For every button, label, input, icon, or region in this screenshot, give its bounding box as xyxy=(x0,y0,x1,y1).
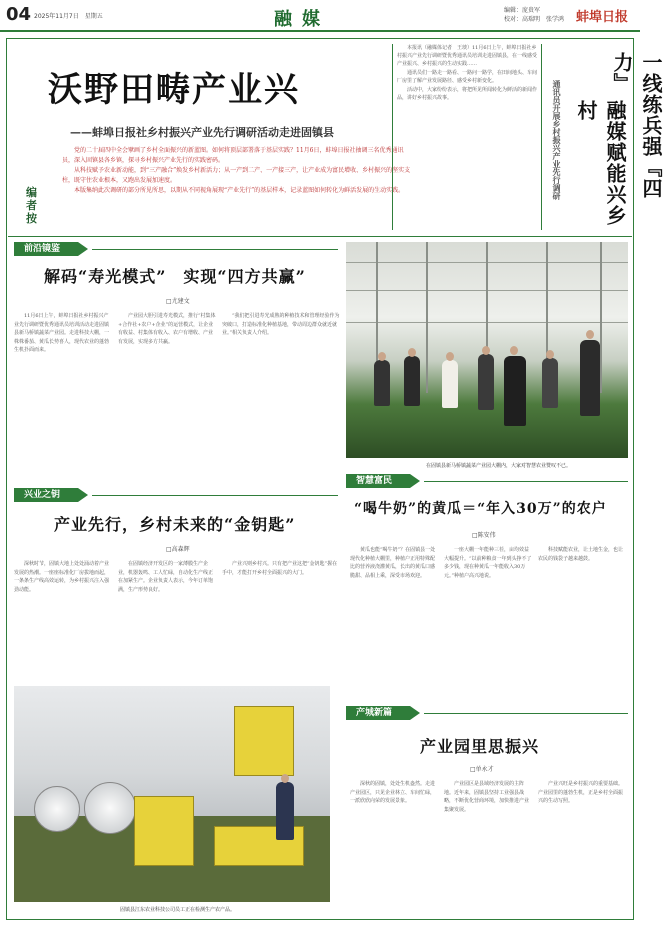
section-name: 融媒 xyxy=(274,9,330,30)
article-tag: 智慧富民 xyxy=(346,474,410,488)
article-tag: 兴业之钥 xyxy=(14,488,78,502)
feature-paragraph: 通讯员们一路走一路看、一路问一路学，在田间地头、车间厂房里了解产业发展路径、感受乡村新变化。 xyxy=(397,70,538,84)
page-subhead: ——蚌埠日报社乡村振兴产业先行调研活动走进固镇县 xyxy=(70,126,334,139)
feature-vertical-title xyxy=(552,44,663,230)
article-byline: □陈安伟 xyxy=(472,532,496,539)
article-paragraph: 科技赋能农业，让土地生金，也让农民的钱袋子越来越鼓。 xyxy=(538,547,624,562)
newspaper-logo: 蚌埠日报 xyxy=(576,10,629,25)
article-paragraph: “我们把引进寿光成熟的种植技术和管理经验作为突破口，打造标准化种植基地，带动周边群众就近就业。”相关负责人介绍。 xyxy=(222,313,340,336)
photo-caption: 固镇县江东农业科技公司员工正在检测生产农产品。 xyxy=(120,907,236,913)
article-title: 解码“寿光模式” 实现“四方共赢” xyxy=(44,267,306,286)
article-column xyxy=(538,780,626,912)
article-title: 产业园里思振兴 xyxy=(420,737,540,756)
editor-credits xyxy=(504,6,564,24)
article-byline: □高森辉 xyxy=(166,546,190,553)
editor-line: 编辑：庞贵军 xyxy=(504,7,541,14)
article-column xyxy=(538,546,626,694)
article-column xyxy=(222,560,340,680)
article-byline: □尤建文 xyxy=(166,298,190,305)
editor-note xyxy=(62,146,412,196)
tag-rule xyxy=(92,249,338,250)
article-paragraph: 黄瓜也能“喝牛奶”？在固镇县一处现代化种植大棚里，种植户正用特殊配比的营养液浇灌黄瓜，长出的黄瓜口感脆甜、品相上乘，深受市场欢迎。 xyxy=(350,547,436,579)
article-title: “喝牛奶”的黄瓜＝“年入30万”的农户 xyxy=(354,501,607,517)
greenhouse-photo xyxy=(346,242,628,458)
article-paragraph: 产业兴旺是乡村振兴的重要基础。产业园里的蓬勃生机，正是乡村全面振兴的生动写照。 xyxy=(538,781,624,804)
article-column xyxy=(350,780,438,912)
article-paragraph: 产业园区是县域经济发展的主阵地。近年来，固镇县坚持工业强县战略，不断优化营商环境，加快推进产业集聚发展。 xyxy=(444,781,530,813)
page-headline: 沃野田畴产业兴 xyxy=(48,70,300,110)
article-paragraph: 11月6日上午，蚌埠日报社乡村振兴产业先行调研暨优秀通讯员培训活动走进固镇县新马桥镇蔬菜产业园。走进科技大棚，一株株番茄、黄瓜长势喜人，现代农业的蓬勃生机扑面而来。 xyxy=(14,313,110,353)
article-column xyxy=(14,312,112,470)
editor-note-paragraph: 从科技赋予农业新动能，到“三产融合”焕发乡村新活力；从一产到二产、一产接三产，让产业成为富民增收、乡村振兴的坚实支柱，既守住农业根本，又跑出发展加速度。 xyxy=(62,167,411,184)
article-paragraph: 深秋时节，固镇大地上处处涌动着产业发展的热潮。一座座标准化厂房拔地而起，一条条生产线高效运转，为乡村振兴注入强劲动能。 xyxy=(14,561,110,593)
feature-subtitle: 通讯员开展乡村振兴产业先行调研 xyxy=(552,80,562,200)
article-paragraph: 深秋的固镇，处处生机盎然。走进产业园区，只见企业林立、车间忙碌，一派欣欣向荣的发展景象。 xyxy=(350,781,436,804)
feature-title-line: 一线练兵强『四力』 xyxy=(610,52,663,199)
article-column xyxy=(14,560,112,680)
article-paragraph: 产业园大胆引进寿光模式，推行“村集体+合作社+农户+企业”的运营模式，让企业有收益、村集体有收入、农户有增收、产业有发展，实现多方共赢。 xyxy=(118,313,216,345)
article-paragraph: 产业兴则乡村兴。只有把产业这把“金钥匙”握在手中，才能打开乡村全面振兴的大门。 xyxy=(222,561,338,576)
article-byline: □单永才 xyxy=(470,766,494,773)
article-title: 产业先行，乡村未来的“金钥匙” xyxy=(54,515,296,534)
photo-caption: 在固镇县新马桥镇蔬菜产业园大棚内，大家对智慧农业赞叹不已。 xyxy=(426,463,572,469)
tag-rule xyxy=(424,713,628,714)
page-number: 04 xyxy=(6,4,32,25)
article-column xyxy=(118,312,216,470)
tag-rule xyxy=(92,495,338,496)
proofreader-line: 校对：高瑞明 张学鸿 xyxy=(504,16,565,23)
feature-title-line: 融媒赋能兴乡村 xyxy=(574,100,627,226)
article-paragraph: 在固镇经济开发区的一家薄膜生产企业，机器轰鸣、工人忙碌，自动化生产线正在加紧生产。企业负责人表示，今年订单饱满，生产形势良好。 xyxy=(118,561,214,593)
article-column xyxy=(118,560,216,680)
tag-rule xyxy=(424,481,628,482)
editor-note-paragraph: 党的二十届四中全会擘画了乡村全面振兴的新蓝图。如何将顶层部署落于基层实践？11月6日，蚌埠日报社抽调三名优秀通讯员，深入固镇县各乡镇，探寻乡村振兴产业先行的实践密码。 xyxy=(62,147,404,164)
article-column xyxy=(350,546,438,694)
feature-paragraph: 活动中，大家纷纷表示，将把所见所闻转化为鲜活的新闻作品，讲好乡村振兴故事。 xyxy=(397,87,538,101)
editor-note-label: 编者按 xyxy=(26,186,37,225)
article-tag: 产城新篇 xyxy=(346,706,410,720)
feature-news-column xyxy=(392,44,542,230)
article-column xyxy=(444,546,532,694)
article-column xyxy=(222,312,340,470)
factory-photo xyxy=(14,686,330,902)
article-tag: 前沿镜鉴 xyxy=(14,242,78,256)
masthead xyxy=(0,0,640,32)
article-paragraph: 一座大棚一年能种三茬，亩均效益大幅提升。“以前种粮食一年到头挣不了多少钱，现在种黄瓜一年能收入30万元。”种植户高兴地说。 xyxy=(444,547,532,579)
feature-dateline: 本报讯（融媒体记者 王琰）11月6日上午，蚌埠日报社乡村振兴产业先行调研暨优秀通讯员培训走进固镇县，在一线感受产业振兴、乡村振兴的生动实践…… xyxy=(397,45,538,67)
section-divider xyxy=(8,236,632,237)
article-column xyxy=(444,780,532,912)
issue-date: 2025年11月7日 星期五 xyxy=(34,13,103,20)
editor-note-paragraph: 本版集纳此次调研的部分所见所思，以期从不同视角展现“产业先行”的基层样本，记录蓝图如何转化为鲜活发展的生动实践。 xyxy=(74,187,405,194)
